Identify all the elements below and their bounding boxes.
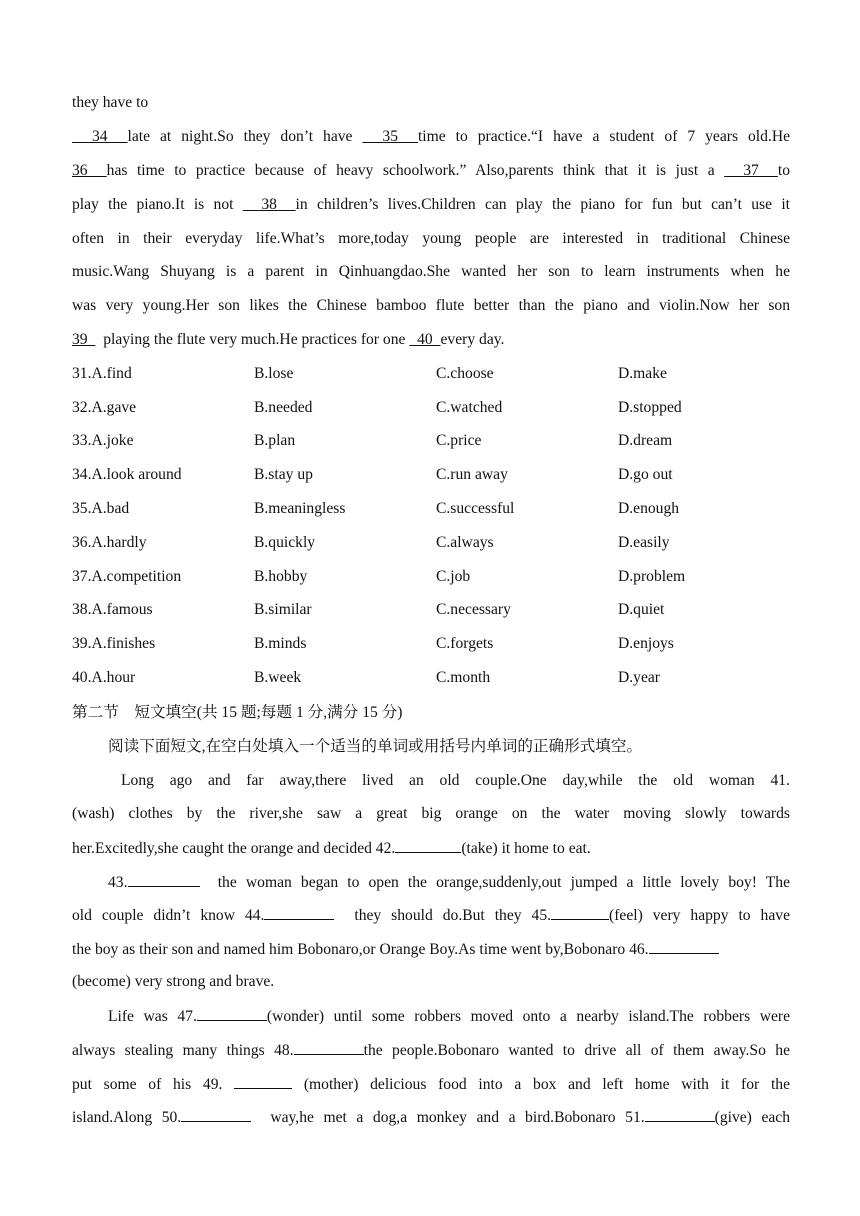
text-segment: time to practice.“I have a student of 7 years old.He xyxy=(417,128,791,145)
story-line xyxy=(72,872,790,893)
story-line xyxy=(72,905,790,926)
text-segment: put some of his 49. xyxy=(72,1076,235,1093)
option-choice: D.year xyxy=(618,669,660,686)
question-blank-number: 36 xyxy=(72,162,107,179)
answer-blank xyxy=(395,838,461,853)
answer-blank xyxy=(649,939,719,954)
option-choice: B.week xyxy=(254,669,302,686)
option-choice: B.lose xyxy=(254,365,294,382)
story-line xyxy=(72,804,790,824)
text-segment: the woman began to open the orange,suddenly,out jumped a little lovely boy! The xyxy=(199,874,790,891)
story-line xyxy=(72,1074,790,1095)
option-choice: D.stopped xyxy=(618,399,682,416)
passage-line xyxy=(72,161,790,181)
passage-line xyxy=(72,262,790,282)
option-choice: D.easily xyxy=(618,534,670,551)
question-blank-number: 35 xyxy=(362,128,418,145)
option-choice: D.problem xyxy=(618,568,686,585)
text-segment: playing the flute very much.He practices for one xyxy=(95,331,410,348)
text-segment: way,he met a dog,a monkey and a bird.Bobonaro 51. xyxy=(251,1109,645,1126)
option-choice: D.quiet xyxy=(618,601,665,618)
option-choice: 32.A.gave xyxy=(72,399,137,416)
passage-line xyxy=(72,296,790,316)
text-segment: (mother) delicious food into a box and left home with it for the xyxy=(292,1076,790,1093)
story-line xyxy=(72,1107,790,1128)
story-line xyxy=(72,939,790,960)
text-segment: 43. xyxy=(108,874,128,891)
answer-blank xyxy=(234,1074,292,1089)
text-segment: Life was 47. xyxy=(108,1008,197,1025)
story-line xyxy=(72,838,790,859)
answer-blank xyxy=(181,1107,251,1122)
text-segment: the people.Bobonaro wanted to drive all of them away.So he xyxy=(363,1042,790,1059)
option-choice: B.plan xyxy=(254,432,296,449)
text-segment: (feel) very happy to have xyxy=(609,907,790,924)
text-segment: (wonder) until some robbers moved onto a nearby island.The robbers were xyxy=(266,1008,791,1025)
option-choice: B.quickly xyxy=(254,534,316,551)
story-line xyxy=(72,1040,790,1061)
option-choice: C.always xyxy=(436,534,494,551)
option-choice: B.stay up xyxy=(254,466,313,483)
text-segment: often in their everyday life.What’s more,today young people are interested in traditional Chinese xyxy=(72,230,790,247)
passage-line xyxy=(72,195,790,215)
text-segment: in children’s lives.Children can play the piano for fun but can’t use it xyxy=(295,196,790,213)
option-choice: B.minds xyxy=(254,635,307,652)
answer-blank xyxy=(128,872,200,887)
text-segment: (give) each xyxy=(714,1109,790,1126)
answer-blank xyxy=(264,905,334,920)
option-choice: D.enough xyxy=(618,500,680,517)
text-segment: (wash) clothes by the river,she saw a great big orange on the water moving slowly towards xyxy=(72,805,790,822)
option-choice: 33.A.joke xyxy=(72,432,134,449)
option-choice: C.successful xyxy=(436,500,515,517)
question-blank-number: 34 xyxy=(72,128,128,145)
option-choice: B.hobby xyxy=(254,568,308,585)
text-segment: island.Along 50. xyxy=(72,1109,182,1126)
text-segment: has time to practice because of heavy schoolwork.” Also,parents think that it is just a xyxy=(106,162,725,179)
story-line xyxy=(72,972,790,992)
option-choice: 34.A.look around xyxy=(72,466,182,483)
text-segment: every day. xyxy=(440,331,505,348)
text-segment: was very young.Her son likes the Chinese bamboo flute better than the piano and violin.Now her son xyxy=(72,297,790,314)
text-segment: they have to xyxy=(72,94,149,111)
text-segment: her.Excitedly,she caught the orange and decided 42. xyxy=(72,840,396,857)
passage-line xyxy=(72,93,790,113)
option-choice: 31.A.find xyxy=(72,365,132,382)
option-choice: C.month xyxy=(436,669,491,686)
text-segment: they should do.But they 45. xyxy=(334,907,552,924)
passage-line xyxy=(72,330,790,350)
text-segment: to xyxy=(777,162,791,179)
text-segment: late at night.So they don’t have xyxy=(127,128,363,145)
option-choice: B.meaningless xyxy=(254,500,346,517)
answer-blank xyxy=(645,1107,715,1122)
option-choice: C.job xyxy=(436,568,471,585)
option-choice: C.run away xyxy=(436,466,508,483)
text-segment: (take) it home to eat. xyxy=(461,840,591,857)
text-segment: play the piano.It is not xyxy=(72,196,243,213)
option-choice: C.choose xyxy=(436,365,494,382)
section-heading: 第二节 短文填空(共 15 题;每题 1 分,满分 15 分) xyxy=(72,704,403,721)
option-choice: D.enjoys xyxy=(618,635,674,652)
option-choice: C.watched xyxy=(436,399,503,416)
option-choice: C.forgets xyxy=(436,635,494,652)
story-line xyxy=(72,771,790,791)
option-choice: B.similar xyxy=(254,601,312,618)
question-blank-number: 40 xyxy=(409,331,441,348)
option-choice: 38.A.famous xyxy=(72,601,153,618)
passage-line xyxy=(72,127,790,147)
option-choice: B.needed xyxy=(254,399,313,416)
text-segment: the boy as their son and named him Bobonaro,or Orange Boy.As time went by,Bobonaro 46. xyxy=(72,941,649,958)
option-choice: 35.A.bad xyxy=(72,500,130,517)
question-blank-number: 37 xyxy=(724,162,778,179)
text-segment: (become) very strong and brave. xyxy=(72,973,275,990)
answer-blank xyxy=(197,1006,267,1021)
option-choice: D.make xyxy=(618,365,667,382)
story-line xyxy=(72,1006,790,1027)
text-segment: always stealing many things 48. xyxy=(72,1042,294,1059)
option-choice: 37.A.competition xyxy=(72,568,182,585)
option-choice: C.price xyxy=(436,432,482,449)
section-instruction: 阅读下面短文,在空白处填入一个适当的单词或用括号内单词的正确形式填空。 xyxy=(108,738,643,755)
option-choice: D.go out xyxy=(618,466,673,483)
option-choice: 39.A.finishes xyxy=(72,635,156,652)
answer-blank xyxy=(294,1040,364,1055)
text-segment: Long ago and far away,there lived an old couple.One day,while the old woman 41. xyxy=(121,772,790,789)
option-choice: 40.A.hour xyxy=(72,669,136,686)
passage-line xyxy=(72,229,790,249)
answer-blank xyxy=(551,905,609,920)
option-choice: C.necessary xyxy=(436,601,511,618)
text-segment: old couple didn’t know 44. xyxy=(72,907,265,924)
text-segment: music.Wang Shuyang is a parent in Qinhuangdao.She wanted her son to learn instruments when he xyxy=(72,263,790,280)
question-blank-number: 38 xyxy=(242,196,296,213)
option-choice: D.dream xyxy=(618,432,673,449)
option-choice: 36.A.hardly xyxy=(72,534,147,551)
question-blank-number: 39 xyxy=(72,331,96,348)
